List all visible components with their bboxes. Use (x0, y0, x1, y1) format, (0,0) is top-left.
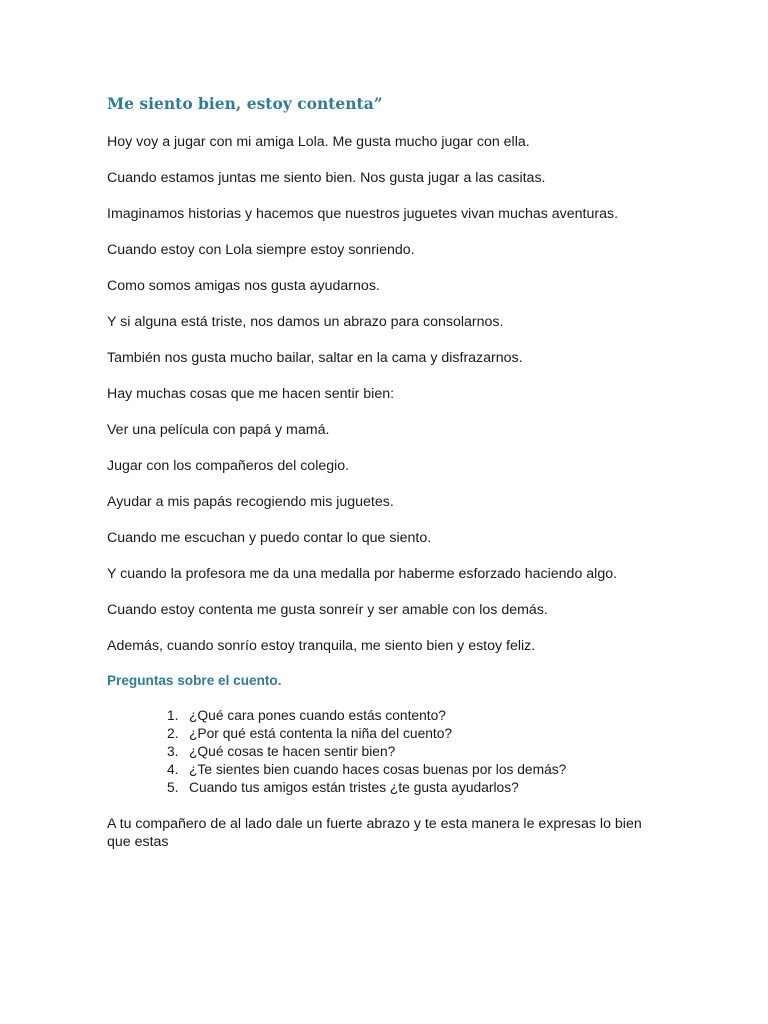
questions-heading: Preguntas sobre el cuento. (107, 673, 282, 688)
story-body (107, 132, 707, 672)
story-paragraph: Y cuando la profesora me da una medalla por haberme esforzado haciendo algo. (107, 566, 618, 582)
question-item (167, 725, 566, 743)
question-text: ¿Te sientes bien cuando haces cosas buenas por los demás? (189, 762, 567, 777)
questions-list (167, 707, 566, 797)
question-number: 4. (167, 762, 179, 777)
question-number: 2. (167, 726, 179, 741)
story-paragraph: Además, cuando sonrío estoy tranquila, me siento bien y estoy feliz. (107, 638, 536, 654)
closing-paragraph: A tu compañero de al lado dale un fuerte abrazo y te esta manera le expresas lo bien que estas (107, 816, 642, 850)
story-paragraph: Ayudar a mis papás recogiendo mis juguetes. (107, 494, 394, 510)
question-item (167, 779, 566, 797)
question-item (167, 707, 566, 725)
question-number: 1. (167, 708, 179, 723)
question-text: Cuando tus amigos están tristes ¿te gusta ayudarlos? (189, 780, 519, 795)
story-title: Me siento bien, estoy contenta” (107, 94, 383, 113)
story-paragraph: Hoy voy a jugar con mi amiga Lola. Me gusta mucho jugar con ella. (107, 134, 530, 150)
question-number: 3. (167, 744, 179, 759)
story-paragraph: Cuando estoy con Lola siempre estoy sonriendo. (107, 242, 415, 258)
story-paragraph: Cuando estamos juntas me siento bien. Nos gusta jugar a las casitas. (107, 170, 546, 186)
story-paragraph: También nos gusta mucho bailar, saltar en la cama y disfrazarnos. (107, 350, 523, 366)
question-text: ¿Qué cosas te hacen sentir bien? (189, 744, 396, 759)
question-number: 5. (167, 780, 179, 795)
question-item (167, 743, 566, 761)
story-paragraph: Y si alguna está triste, nos damos un abrazo para consolarnos. (107, 314, 504, 330)
story-paragraph: Imaginamos historias y hacemos que nuestros juguetes vivan muchas aventuras. (107, 206, 619, 222)
question-text: ¿Qué cara pones cuando estás contento? (189, 708, 446, 723)
story-paragraph: Ver una película con papá y mamá. (107, 422, 330, 438)
story-paragraph: Hay muchas cosas que me hacen sentir bien: (107, 386, 395, 402)
question-item (167, 761, 566, 779)
question-text: ¿Por qué está contenta la niña del cuento? (189, 726, 453, 741)
story-paragraph: Jugar con los compañeros del colegio. (107, 458, 350, 474)
story-paragraph: Cuando me escuchan y puedo contar lo que siento. (107, 530, 432, 546)
story-paragraph: Como somos amigas nos gusta ayudarnos. (107, 278, 380, 294)
story-paragraph: Cuando estoy contenta me gusta sonreír y ser amable con los demás. (107, 602, 548, 618)
